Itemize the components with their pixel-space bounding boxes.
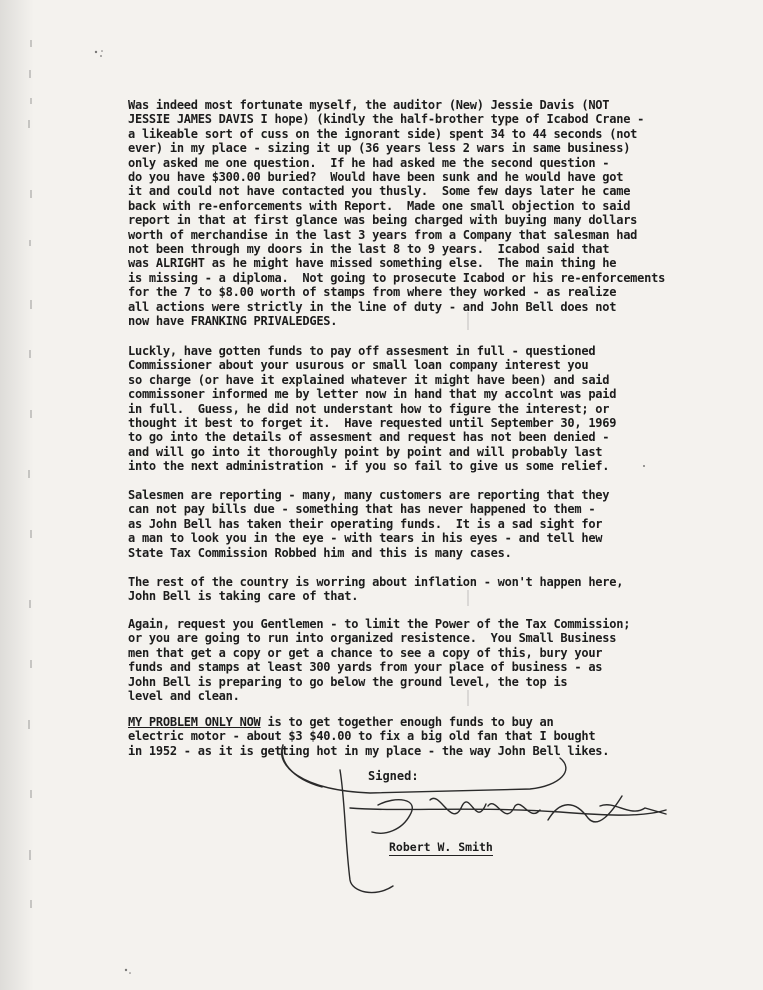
line: is to get together enough funds to buy an bbox=[260, 715, 554, 729]
line: men that get a copy or get a chance to see a copy of this, bury your bbox=[128, 645, 603, 660]
line: is missing - a diploma. Not going to prosecute Icabod or his re-enforcements bbox=[128, 270, 666, 285]
line: for the 7 to $8.00 worth of stamps from where they worked - as realize bbox=[128, 285, 617, 300]
line: Was indeed most fortunate myself, the auditor (New) Jessie Davis (NOT bbox=[128, 98, 610, 112]
line: into the next administration - if you so fail to give us some relief. bbox=[128, 459, 610, 474]
line: funds and stamps at least 300 yards from your place of business - as bbox=[128, 660, 603, 675]
line: commissoner informed me by letter now in hand that my accolnt was paid bbox=[128, 387, 617, 402]
signed-label: Signed: bbox=[368, 769, 419, 783]
line: in full. Guess, he did not understant how to figure the interest; or bbox=[128, 401, 610, 416]
line: back with re-enforcements with Report. Made one small objection to said bbox=[128, 198, 631, 213]
line: in 1952 - as it is getting hot in my place - the way John Bell likes. bbox=[128, 743, 610, 758]
line: ever) in my place - sizing it up (36 years less 2 wars in same business) bbox=[128, 141, 631, 156]
line: to go into the details of assesment and request has not been denied - bbox=[128, 430, 610, 445]
line: worth of merchandise in the last 3 years from a Company that salesman had bbox=[128, 227, 638, 242]
line: Commissioner about your usurous or small loan company interest you bbox=[128, 358, 589, 373]
line: it and could not have contacted you thusly. Some few days later he came bbox=[128, 184, 631, 199]
line: now have FRANKING PRIVALEDGES. bbox=[128, 314, 338, 329]
line: and will go into it thoroughly point by point and will probably last bbox=[128, 444, 603, 459]
line: John Bell is preparing to go below the ground level, the top is bbox=[128, 674, 568, 689]
line: electric motor - about $3 $40.00 to fix a big old fan that I bought bbox=[128, 729, 596, 744]
line: do you have $300.00 buried? Would have been sunk and he would have got bbox=[128, 170, 624, 185]
line: a man to look you in the eye - with tears in his eyes - and tell hew bbox=[128, 531, 603, 546]
problem-lead: MY PROBLEM ONLY NOW bbox=[128, 715, 261, 729]
line: can not pay bills due - something that has never happened to them - bbox=[128, 502, 596, 517]
line: level and clean. bbox=[128, 689, 240, 704]
line: Salesmen are reporting - many, many customers are reporting that they bbox=[128, 488, 610, 502]
line: or you are going to run into organized resistence. You Small Business bbox=[128, 631, 617, 646]
line: so charge (or have it explained whatever it might have been) and said bbox=[128, 372, 610, 387]
line: as John Bell has taken their operating funds. It is a sad sight for bbox=[128, 516, 603, 531]
line: The rest of the country is worring about inflation - won't happen here, bbox=[128, 575, 624, 589]
line: Again, request you Gentlemen - to limit the Power of the Tax Commission; bbox=[128, 617, 631, 631]
line: JESSIE JAMES DAVIS I hope) (kindly the half-brother type of Icabod Crane - bbox=[128, 112, 645, 127]
line: thought it best to forget it. Have requested until September 30, 1969 bbox=[128, 416, 617, 431]
line: a likeable sort of cuss on the ignorant side) spent 34 to 44 seconds (not bbox=[128, 126, 638, 141]
line: State Tax Commission Robbed him and this is many cases. bbox=[128, 545, 512, 560]
line: John Bell is taking care of that. bbox=[128, 589, 359, 604]
line: not been through my doors in the last 8 to 9 years. Icabod said that bbox=[128, 242, 610, 257]
signer-name: Robert W. Smith bbox=[389, 840, 493, 854]
line: Luckly, have gotten funds to pay off assesment in full - questioned bbox=[128, 344, 596, 358]
line: was ALRIGHT as he might have missed something else. The main thing he bbox=[128, 256, 617, 271]
line: report in that at first glance was being charged with buying many dollars bbox=[128, 213, 638, 228]
line: all actions were strictly in the line of duty - and John Bell does not bbox=[128, 299, 617, 314]
line: only asked me one question. If he had asked me the second question - bbox=[128, 155, 610, 170]
